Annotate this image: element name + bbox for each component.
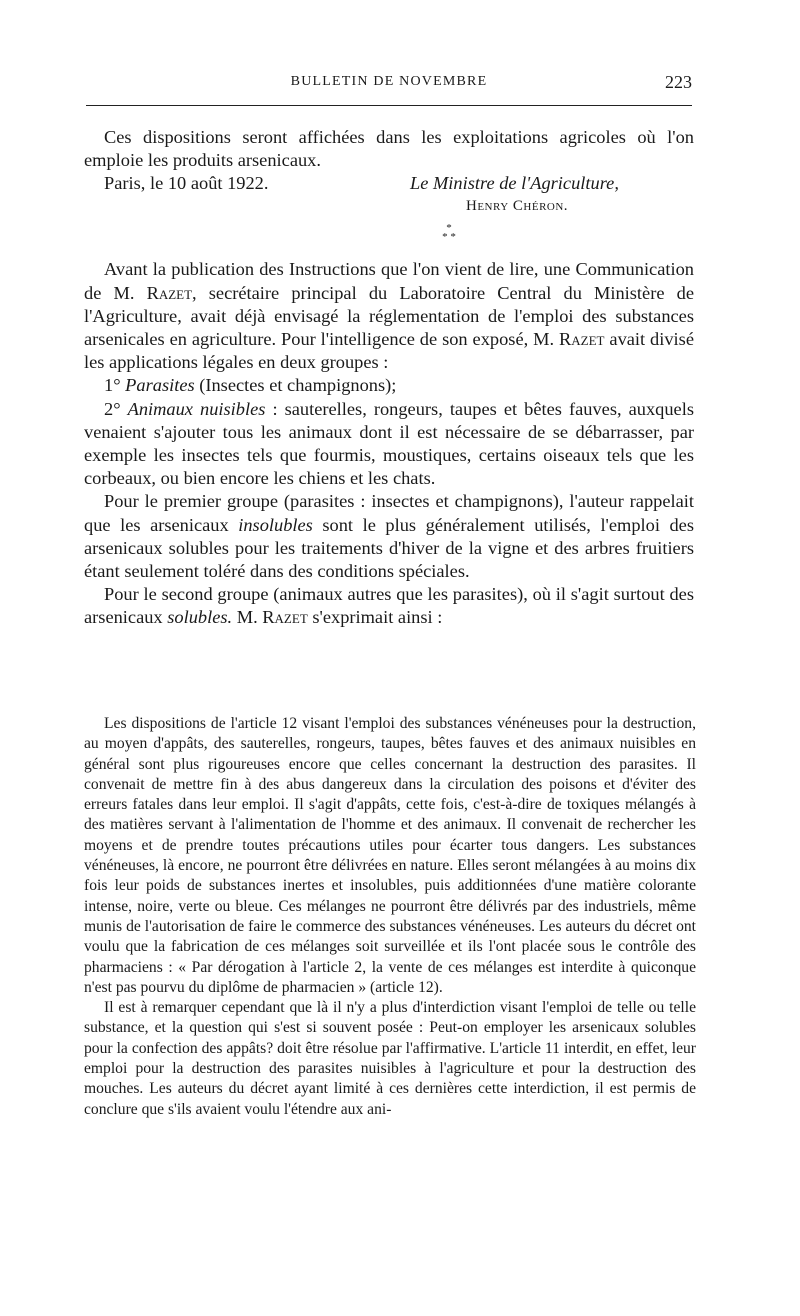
page-number: 223 bbox=[665, 72, 692, 92]
asterism-top: * bbox=[446, 222, 452, 235]
text-run: Pour le premier groupe (parasites : insectes et champignons), l'auteur rappelait que les arsenicaux bbox=[84, 491, 694, 535]
text-run: (Insectes et champignons); bbox=[194, 375, 397, 396]
quote-paragraph-2: Il est à remarquer cependant que là il n'y a plus d'interdiction visant l'emploi de telle ou telle substance, et la question qui s'est si souvent posée : Peut-on employer les arsenicaux solubles pour la confection des appâts? doit être résolue par l'affirmative. L'article 11 interdit, en effet, leur emploi pour la destruction des parasites nuisibles à l'agriculture et pour la destruction des mouches. Les auteurs du décret ayant limité à ces dernières cette interdiction, il est permis de conclure que s'ils avaient voulu l'étendre aux ani- bbox=[84, 999, 696, 1118]
item-term: Parasites bbox=[125, 375, 195, 396]
text-run: s'exprimait ainsi : bbox=[307, 607, 443, 628]
paragraph-communication bbox=[84, 258, 694, 374]
text-run: sont le plus généralement utilisés, l'emploi des arsenicaux solubles pour les traitements d'hiver de la vigne et des arbres fruitiers étant seulement toléré dans des conditions spéciales. bbox=[84, 514, 695, 582]
item-number: 2° bbox=[104, 398, 128, 419]
item-number: 1° bbox=[104, 375, 126, 396]
header-rule bbox=[86, 105, 692, 106]
page-header bbox=[86, 72, 692, 102]
emphasis: insolubles bbox=[238, 514, 313, 535]
main-text bbox=[84, 126, 694, 630]
paragraph-dispositions: Ces dispositions seront affichées dans les exploitations agricoles où l'on emploie les produits arsenicaux. bbox=[84, 127, 694, 171]
author-name: Razet bbox=[559, 329, 605, 350]
text-run: Avant la publication des Instructions que l'on vient de lire, une Communication de M. bbox=[84, 259, 694, 303]
text-run: Pour le second groupe (animaux autres que les parasites), où il s'agit surtout des arsenicaux bbox=[84, 584, 694, 628]
running-head: BULLETIN DE NOVEMBRE bbox=[290, 74, 488, 89]
text-run: , secrétaire principal du Laboratoire Central du Ministère de l'Agriculture, avait déjà envisagé la réglementation de l'emploi des substances arsenicales en agriculture. Pour l'intelligence de son exposé, M. bbox=[84, 282, 694, 350]
text-run: M. bbox=[232, 607, 263, 628]
item-term: Animaux nuisibles bbox=[127, 398, 266, 419]
author-name: Razet bbox=[146, 282, 193, 303]
paragraph-second-groupe bbox=[84, 583, 694, 629]
text-run: avait divisé les applications légales en deux groupes : bbox=[84, 329, 694, 373]
signer-name: Henry Chéron. bbox=[466, 198, 569, 215]
block-quote bbox=[84, 714, 696, 1120]
text-run: : sauterelles, rongeurs, taupes et bêtes fauves, auxquels venaient s'ajouter tous les animaux dont il est nécessaire de se débarrasser, par exemple les insectes tels que fourmis, moustiques, certains oiseaux tels que les corbeaux, ou bien encore les chiens et les chats. bbox=[84, 398, 694, 489]
signer-role: Le Ministre de l'Agriculture, bbox=[410, 173, 619, 194]
emphasis: solubles. bbox=[167, 607, 233, 628]
section-separator-asterism bbox=[204, 218, 694, 258]
quote-paragraph-1: Les dispositions de l'article 12 visant l'emploi des substances vénéneuses pour la destruction, au moyen d'appâts, des sauterelles, rongeurs, taupes, bêtes fauves et des animaux nuisibles en général sont plus rigoureuses encore que celles concernant la destruction des parasites. Il convenait de mettre fin à des abus dangereux dans la circulation des poisons et d'éviter des erreurs fatales dans leur emploi. Il s'agit d'appâts, cette fois, c'est-à-dire de toxiques mélangés à des matières servant à l'alimentation de l'homme et des animaux. Il convenait de rechercher les moyens et de prendre toutes précautions utiles pour écarter tous dangers. Les substances vénéneuses, là encore, ne pourront être délivrées en nature. Elles seront mélangées à au moins dix fois leur poids de substances inertes et insolubles, puis additionnées d'une matière colorante intense, noire, verte ou bleue. Ces mélanges ne pourront être délivrés par des industriels, même munis de l'autorisation de faire le commerce des substances vénéneuses. Les auteurs du décret ont voulu que la fabrication de ces mélanges soit surveillée et ils l'ont placée sous le contrôle des pharmaciens : « Par dérogation à l'article 2, la vente de ces mélanges est interdite à quiconque n'est pas pourvu du diplôme de pharmacien » (article 12). bbox=[84, 715, 696, 996]
place-date: Paris, le 10 août 1922. bbox=[104, 173, 269, 194]
list-item-parasites bbox=[84, 374, 694, 397]
author-name: Razet bbox=[262, 607, 308, 628]
asterism-bottom: * * bbox=[442, 231, 456, 244]
paragraph-premier-groupe bbox=[84, 490, 694, 583]
list-item-animaux-nuisibles bbox=[84, 398, 694, 491]
signature-block bbox=[84, 172, 694, 218]
